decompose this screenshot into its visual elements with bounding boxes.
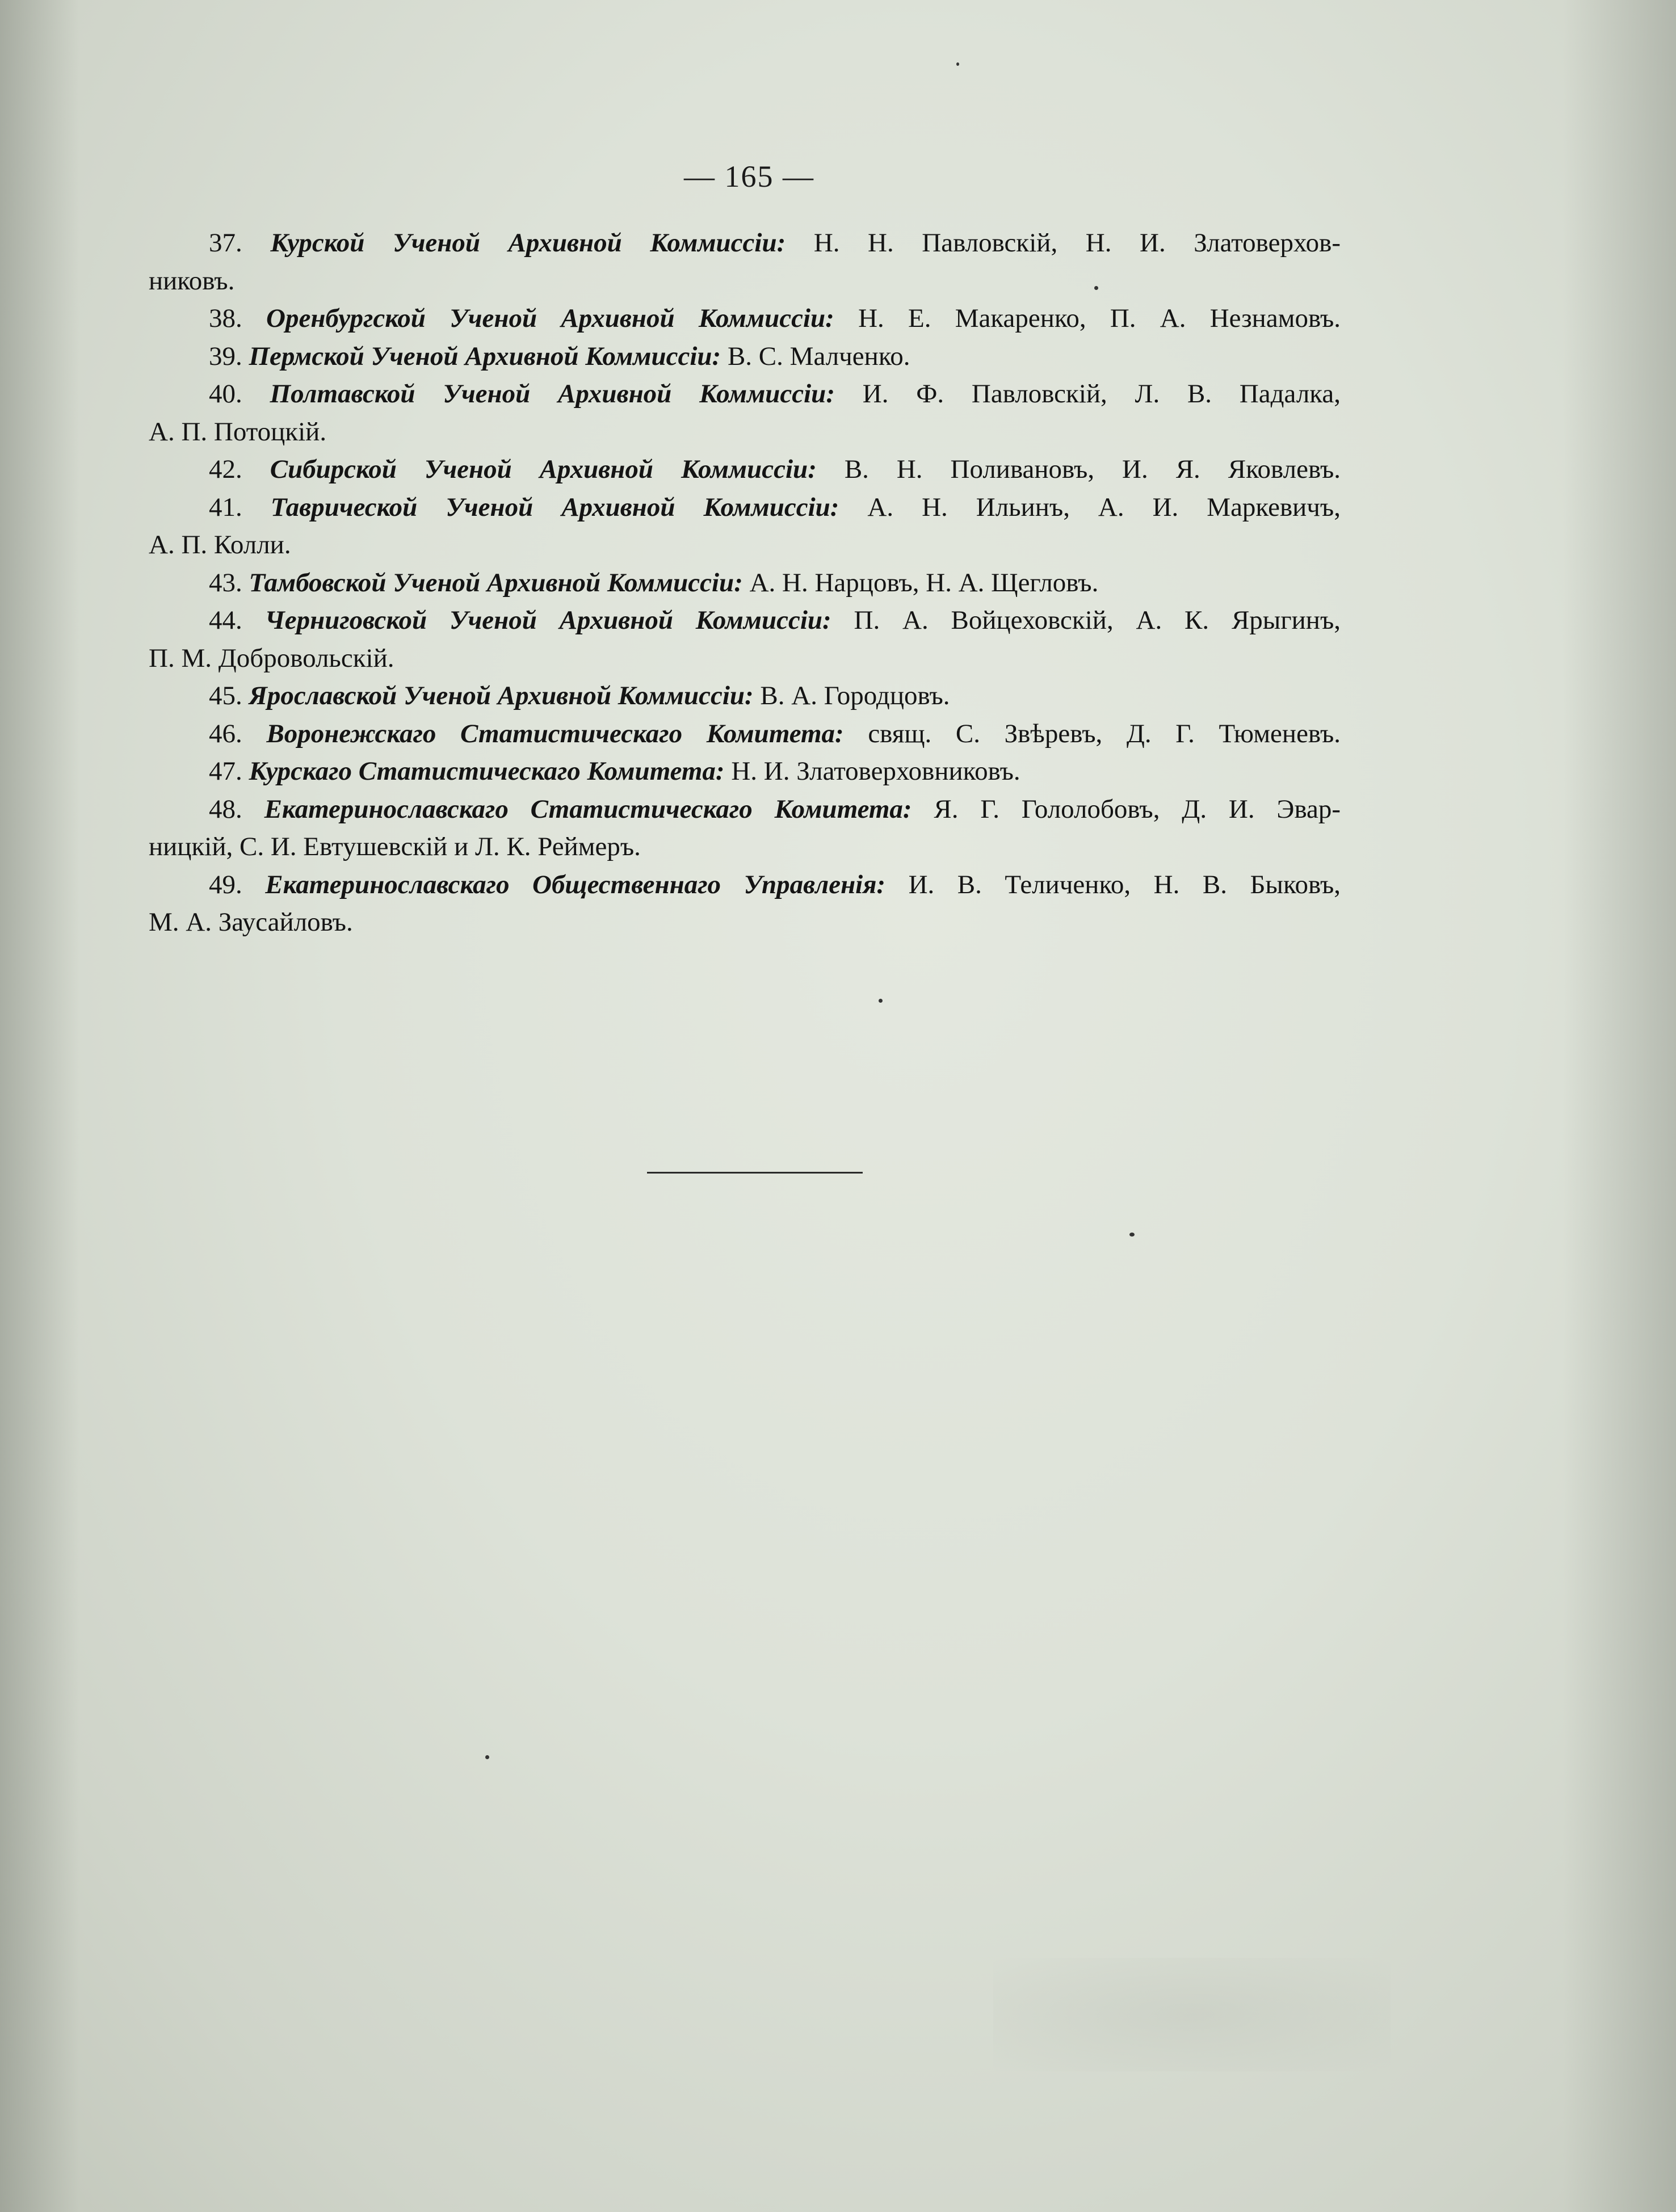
delegate-names: Н. Е. Макаренко, П. А. Незнамовъ. xyxy=(858,304,1341,333)
organization-name: Тамбовской Ученой Архивной Коммиссіи: xyxy=(249,567,743,598)
ink-speck xyxy=(956,62,959,66)
entry-number: 41. xyxy=(209,492,242,522)
page-number: — 165 — xyxy=(684,159,814,194)
list-item xyxy=(149,224,1341,262)
entry-number: 44. xyxy=(209,605,242,635)
list-item-continuation xyxy=(149,526,1341,564)
list-item xyxy=(149,564,1341,602)
list-item xyxy=(149,752,1341,790)
entry-number: 43. xyxy=(209,567,242,598)
list-item xyxy=(149,602,1341,640)
delegate-names: А. П. Потоцкій. xyxy=(149,417,327,447)
organization-name: Воронежскаго Статистическаго Комитета: xyxy=(266,718,844,748)
list-item xyxy=(149,300,1341,338)
ink-speck xyxy=(485,1755,489,1759)
list-item-continuation xyxy=(149,828,1341,866)
organization-name: Курскаго Статистическаго Комитета: xyxy=(249,756,725,786)
organization-name: Екатеринославскаго Общественнаго Управленія: xyxy=(265,869,886,899)
ink-speck xyxy=(1129,1233,1135,1237)
organization-name: Полтавской Ученой Архивной Коммиссіи: xyxy=(270,379,835,409)
organization-name: Курской Ученой Архивной Коммиссіи: xyxy=(270,228,786,258)
page-edge-shadow-right xyxy=(1562,0,1676,2212)
entry-number: 40. xyxy=(209,379,242,409)
organization-name: Пермской Ученой Архивной Коммиссіи: xyxy=(249,341,721,371)
section-divider xyxy=(647,1172,863,1174)
delegate-names: Я. Г. Гололобовъ, Д. И. Эвар- xyxy=(934,794,1341,824)
delegate-names: А. Н. Ильинъ, А. И. Маркевичъ, xyxy=(867,492,1341,522)
organization-name: Таврической Ученой Архивной Коммиссіи: xyxy=(270,492,839,522)
list-item xyxy=(149,866,1341,904)
ink-speck xyxy=(879,999,883,1003)
delegate-names: А. П. Колли. xyxy=(149,530,291,560)
list-item xyxy=(149,338,1341,376)
entry-number: 48. xyxy=(209,794,242,824)
delegate-names: П. М. Добровольскій. xyxy=(149,643,394,673)
entry-number: 37. xyxy=(209,228,242,258)
list-item-continuation xyxy=(149,262,1341,300)
entry-number: 42. xyxy=(209,455,242,484)
entry-number: 39. xyxy=(209,341,242,371)
ink-speck xyxy=(1094,286,1098,290)
organization-name: Оренбургской Ученой Архивной Коммиссіи: xyxy=(266,304,834,333)
list-item xyxy=(149,451,1341,489)
delegate-names: В. С. Малченко. xyxy=(727,341,910,371)
delegate-names: ницкій, С. И. Евтушевскій и Л. К. Реймеръ. xyxy=(149,832,641,861)
list-item xyxy=(149,790,1341,829)
delegate-names: А. Н. Нарцовъ, Н. А. Щегловъ. xyxy=(749,567,1099,598)
list-item-continuation xyxy=(149,903,1341,941)
delegate-names: В. Н. Поливановъ, И. Я. Яковлевъ. xyxy=(844,455,1341,484)
organization-name: Екатеринославскаго Статистическаго Комитета: xyxy=(264,794,912,824)
entry-number: 49. xyxy=(209,869,242,899)
delegates-list xyxy=(149,224,1341,941)
delegate-names: свящ. С. Звѣревъ, Д. Г. Тюменевъ. xyxy=(868,718,1341,748)
organization-name: Сибирской Ученой Архивной Коммиссіи: xyxy=(270,455,817,484)
list-item xyxy=(149,375,1341,413)
entry-number: 38. xyxy=(209,304,242,333)
delegate-names: никовъ. xyxy=(149,266,235,296)
entry-number: 47. xyxy=(209,756,242,786)
delegate-names: И. В. Теличенко, Н. В. Быковъ, xyxy=(908,869,1341,899)
bleed-through-texture xyxy=(993,1958,1391,2071)
delegate-names: М. А. Заусайловъ. xyxy=(149,907,353,937)
delegate-names: Н. Н. Павловскій, Н. И. Златоверхов- xyxy=(813,228,1341,258)
list-item-continuation xyxy=(149,413,1341,451)
list-item xyxy=(149,715,1341,753)
delegate-names: Н. И. Златоверховниковъ. xyxy=(731,756,1020,786)
entry-number: 45. xyxy=(209,681,242,710)
list-item xyxy=(149,489,1341,527)
organization-name: Ярославской Ученой Архивной Коммиссіи: xyxy=(249,681,754,710)
delegate-names: П. А. Войцеховскій, А. К. Ярыгинъ, xyxy=(854,605,1341,635)
list-item xyxy=(149,677,1341,715)
organization-name: Черниговской Ученой Архивной Коммиссіи: xyxy=(264,605,831,635)
delegate-names: И. Ф. Павловскій, Л. В. Падалка, xyxy=(862,379,1341,409)
list-item-continuation xyxy=(149,640,1341,678)
entry-number: 46. xyxy=(209,718,242,748)
delegate-names: В. А. Городцовъ. xyxy=(760,681,950,710)
page-edge-shadow-left xyxy=(0,0,79,2212)
